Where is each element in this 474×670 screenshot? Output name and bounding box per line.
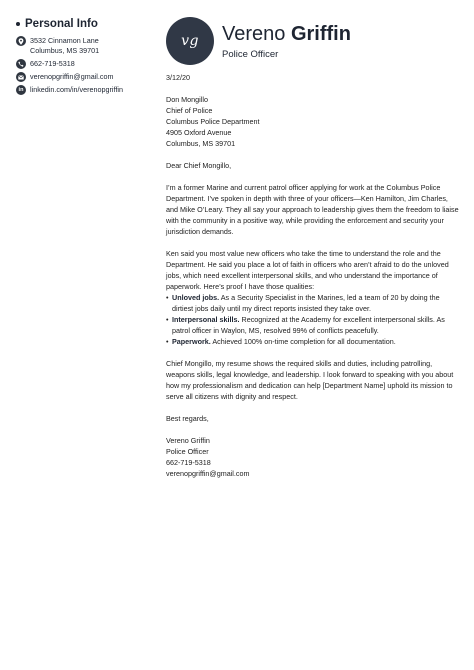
phone-text: 662-719-5318: [30, 59, 75, 68]
email-icon: [16, 72, 26, 82]
paragraph-intro: I’m a former Marine and current patrol officer applying for work at the Columbus Police Department. I’ve spoken in depth with three of your officers—Ken Hamilton, Jim Charles, and Mike O’Leary. They all say your approach to leadership gives them the freedom to liaise with the community in a positive way, while providing the enforcement and security your jurisdiction demands.: [166, 183, 459, 236]
location-pin-icon: [16, 36, 26, 46]
address-line2: Columbus, MS 39701: [30, 46, 100, 55]
salutation: Dear Chief Mongillo,: [166, 161, 232, 170]
recipient-line: Don Mongillo: [166, 95, 208, 104]
address-row: [16, 36, 154, 56]
recipient-line: Chief of Police: [166, 106, 213, 115]
bullet-label: Paperwork.: [172, 337, 211, 346]
bullet-label: Unloved jobs.: [172, 293, 220, 302]
applicant-name: [222, 22, 351, 46]
list-item: [166, 336, 460, 347]
letter-date: 3/12/20: [166, 73, 190, 82]
bullet-text: Recognized at the Academy for excellent interpersonal skills. As patrol officer in Waylon, MS, resolved 99% of conflicts peacefully.: [172, 315, 445, 335]
recipient-line: Columbus, MS 39701: [166, 139, 236, 148]
signature-line: 662-719-5318: [166, 458, 211, 467]
bullet-label: Interpersonal skills.: [172, 315, 240, 324]
recipient-line: 4905 Oxford Avenue: [166, 128, 232, 137]
recipient-line: Columbus Police Department: [166, 117, 260, 126]
personal-info-sidebar: [16, 18, 154, 98]
recipient-address: [166, 94, 460, 149]
address-line1: 3532 Cinnamon Lane: [30, 36, 99, 45]
email-link[interactable]: verenopgriffin@gmail.com: [30, 72, 114, 81]
letter-header: [166, 17, 351, 65]
list-item: [166, 292, 460, 314]
heading-bullet-icon: [16, 22, 20, 26]
header-text: [222, 22, 351, 60]
signature-line: verenopgriffin@gmail.com: [166, 469, 250, 478]
linkedin-link[interactable]: linkedin.com/in/verenopgriffin: [30, 85, 123, 94]
bullet-text: As a Security Specialist in the Marines, led a team of 20 by doing the dirtiest jobs daily until my direct reports insisted they take over.: [172, 293, 440, 313]
paragraph-qualities: Ken said you most value new officers who take the time to understand the role and the Department. He said you place a lot of faith in officers who aren’t afraid to do the unloved jobs, which need excellent interpersonal skills, and who understand the importance of paperwork. Here’s proof I have those qualities:: [166, 249, 449, 291]
paragraph-closing: Chief Mongillo, my resume shows the required skills and duties, including patrolling, weapons skills, legal knowledge, and leadership. I look forward to speaking with you about how my professionalism and dedication can help [Department Name] uphold its mission to serve all citizens with dignity and respect.: [166, 359, 454, 401]
signature-line: Vereno Griffin: [166, 436, 210, 445]
applicant-title: Police Officer: [222, 49, 279, 60]
personal-info-heading: [16, 18, 154, 30]
signature-line: Police Officer: [166, 447, 209, 456]
email-row: [16, 72, 154, 82]
closing: Best regards,: [166, 414, 209, 423]
signature-block: [166, 435, 460, 479]
phone-icon: [16, 59, 26, 69]
address-text: [30, 36, 99, 56]
linkedin-row: [16, 85, 154, 95]
list-item: [166, 314, 460, 336]
last-name: Griffin: [290, 23, 351, 45]
personal-info-heading-text: Personal Info: [25, 18, 98, 30]
phone-row: [16, 59, 154, 69]
first-name: Vereno: [222, 23, 286, 45]
letter-body: [166, 72, 460, 479]
monogram-badge: vg: [166, 17, 214, 65]
bullet-text: Achieved 100% on-time completion for all documentation.: [210, 337, 396, 346]
qualities-list: [166, 292, 460, 347]
linkedin-icon: in: [16, 85, 26, 95]
